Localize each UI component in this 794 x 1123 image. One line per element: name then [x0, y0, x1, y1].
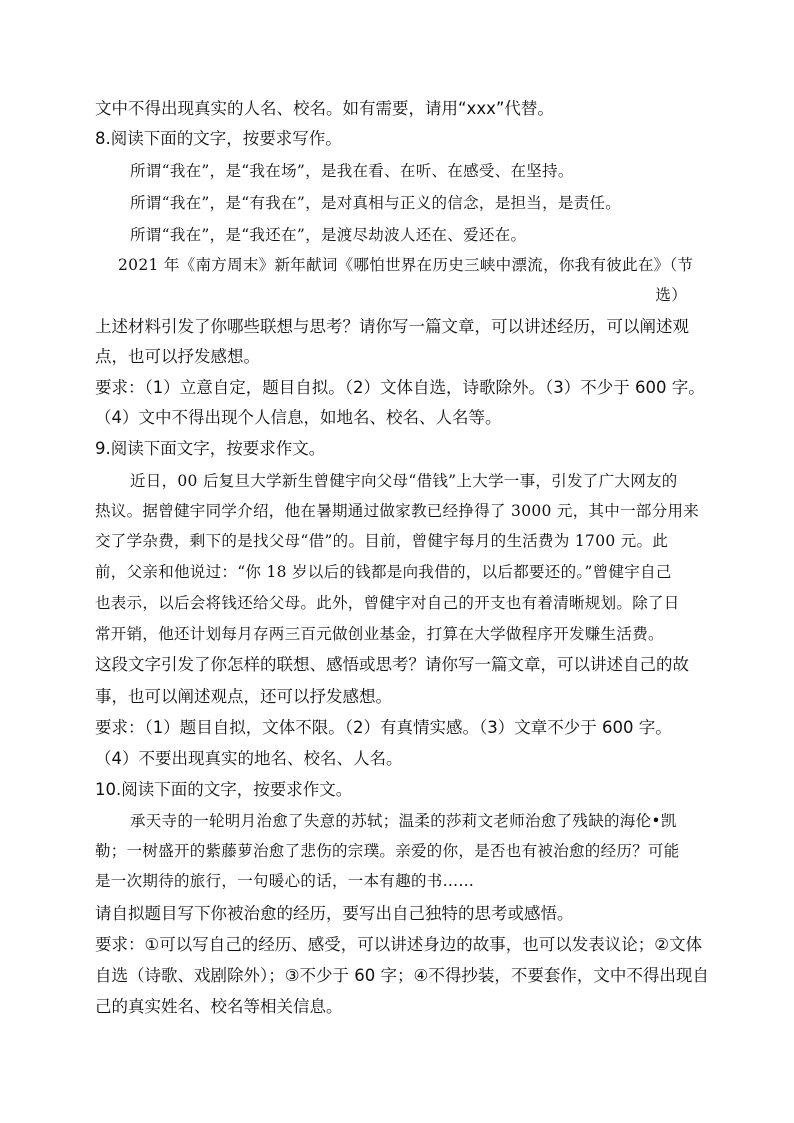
material-line: 所谓“我在”，是“我在场”，是我在看、在听、在感受、在坚持。 [130, 162, 574, 180]
requirement-line: （4）不要出现真实的地名、校名、人名。 [95, 749, 403, 768]
text-line: 文中不得出现真实的人名、校名。如有需要，请用“xxx”代替。 [95, 99, 554, 118]
prompt-line: 点，也可以抒发感想。 [95, 347, 260, 366]
prompt-line: 事，也可以阐述观点，还可以抒发感想。 [95, 687, 392, 706]
material-source-end: 选） [655, 286, 687, 304]
requirement-line: 己的真实姓名、校名等相关信息。 [95, 997, 343, 1016]
material-line: 也表示，以后会将钱还给父母。此外，曾健宇对自己的开支也有着清晰规划。除了日 [95, 594, 680, 612]
material-line: 所谓“我在”，是“有我在”，是对真相与正义的信念，是担当，是责任。 [130, 194, 622, 212]
material-line: 所谓“我在”，是“我还在”，是渡尽劫波人还在、爱还在。 [130, 226, 527, 244]
material-line: 交了学杂费，剩下的是找父母“借”的。目前，曾健宇每月的生活费为 1700 元。此 [95, 532, 669, 550]
prompt-line: 请自拟题目写下你被治愈的经历，要写出自己独特的思考或感悟。 [95, 904, 574, 923]
material-line: 常开销，他还计划每月存两三百元做创业基金，打算在大学做程序开发赚生活费。 [95, 625, 664, 643]
material-line: 热议。据曾健宇同学介绍，他在暑期通过做家教已经挣得了 3000 元，其中一部分用来 [95, 502, 700, 520]
material-line: 是一次期待的旅行，一句暖心的话，一本有趣的书…… [95, 872, 475, 890]
material-line: 近日，00 后复旦大学新生曾健宇向父母“借钱”上大学一事，引发了广大网友的 [130, 472, 678, 490]
prompt-line: 这段文字引发了你怎样的联想、感悟或思考？请你写一篇文章，可以讲述自己的故 [95, 655, 689, 674]
question-8-heading: 8.阅读下面的文字，按要求写作。 [95, 129, 342, 148]
material-line: 承天寺的一轮明月治愈了失意的苏轼；温柔的莎莉文老师治愈了残缺的海伦•凯 [130, 812, 677, 830]
question-10-heading: 10.阅读下面的文字，按要求作文。 [95, 780, 353, 799]
requirement-line: 要求：①可以写自己的经历、感受，可以讲述身边的故事，也可以发表议论；②文体 [95, 935, 703, 954]
material-source: 2021 年《南方周末》新年献词《哪怕世界在历史三峡中漂流，你我有彼此在》（节 [118, 256, 694, 274]
material-line: 勒；一树盛开的紫藤萝治愈了悲伤的宗璞。亲爱的你，是否也有被治愈的经历？可能 [95, 842, 680, 860]
requirement-line: 要求：（1）题目自拟，文体不限。（2）有真情实感。（3）文章不少于 600 字。 [95, 718, 672, 737]
material-line: 前，父亲和他说过：“你 18 岁以后的钱都是向我借的，以后都要还的。”曾健宇自己 [95, 563, 672, 581]
requirement-line: 要求：（1）立意自定，题目自拟。（2）文体自选，诗歌除外。（3）不少于 600 字。 [95, 378, 705, 397]
prompt-line: 上述材料引发了你哪些联想与思考？请你写一篇文章，可以讲述经历，可以阐述观 [95, 317, 689, 336]
requirement-line: （4）文中不得出现个人信息，如地名、校名、人名等。 [95, 408, 502, 427]
question-9-heading: 9.阅读下面文字，按要求作文。 [95, 439, 326, 458]
requirement-line: 自选（诗歌、戏剧除外）；③不少于 60 字；④不得抄装，不要套作，文中不得出现自 [95, 966, 709, 985]
